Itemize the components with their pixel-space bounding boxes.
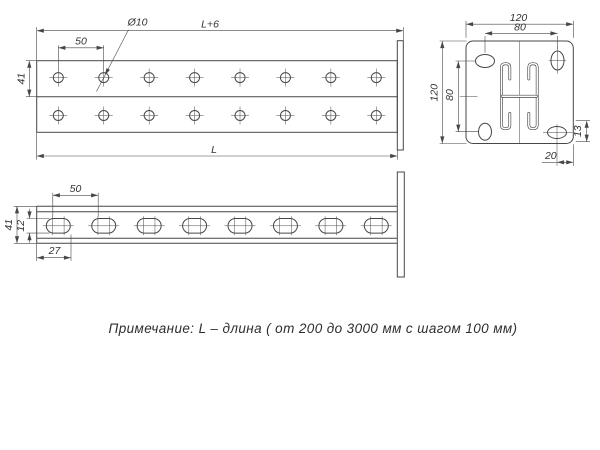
end-dimensions xyxy=(429,12,590,166)
plan-view xyxy=(15,16,403,159)
end-plate-side xyxy=(397,172,404,277)
plate-slot-top-left xyxy=(476,55,495,68)
dim-slot-width: 12 xyxy=(15,219,28,232)
drawing-note: Примечание: L – длина ( от 200 до 3000 мм с шагом 100 мм) xyxy=(108,321,518,336)
plan-dimensions xyxy=(15,16,403,159)
dim-slot-edge-offset: 20 xyxy=(544,150,557,163)
dim-hole-diameter: Ø10 xyxy=(127,16,148,29)
end-plate-edge xyxy=(397,41,403,150)
side-view xyxy=(3,172,404,277)
end-view xyxy=(429,12,590,166)
plate-slot-bottom-left xyxy=(479,123,492,140)
dim-hole-span-horizontal: 80 xyxy=(514,21,526,34)
dim-first-slot-offset: 27 xyxy=(48,245,61,258)
side-slots xyxy=(43,216,392,235)
dim-channel-height: 41 xyxy=(2,218,15,231)
dim-hole-span-vertical: 80 xyxy=(443,89,456,101)
dim-slot-pitch: 50 xyxy=(69,183,82,195)
dim-hole-pitch: 50 xyxy=(75,35,87,48)
dim-overall-length-top: L+6 xyxy=(201,18,219,31)
dim-plate-width: 120 xyxy=(509,12,528,24)
dim-overall-length-bottom: L xyxy=(211,143,217,156)
end-outline xyxy=(460,41,574,166)
dim-slot-height: 13 xyxy=(572,125,585,138)
plan-outline xyxy=(37,41,404,150)
side-dimensions xyxy=(3,183,98,261)
dim-plate-height: 120 xyxy=(428,83,441,102)
dim-row-height: 41 xyxy=(15,72,28,85)
